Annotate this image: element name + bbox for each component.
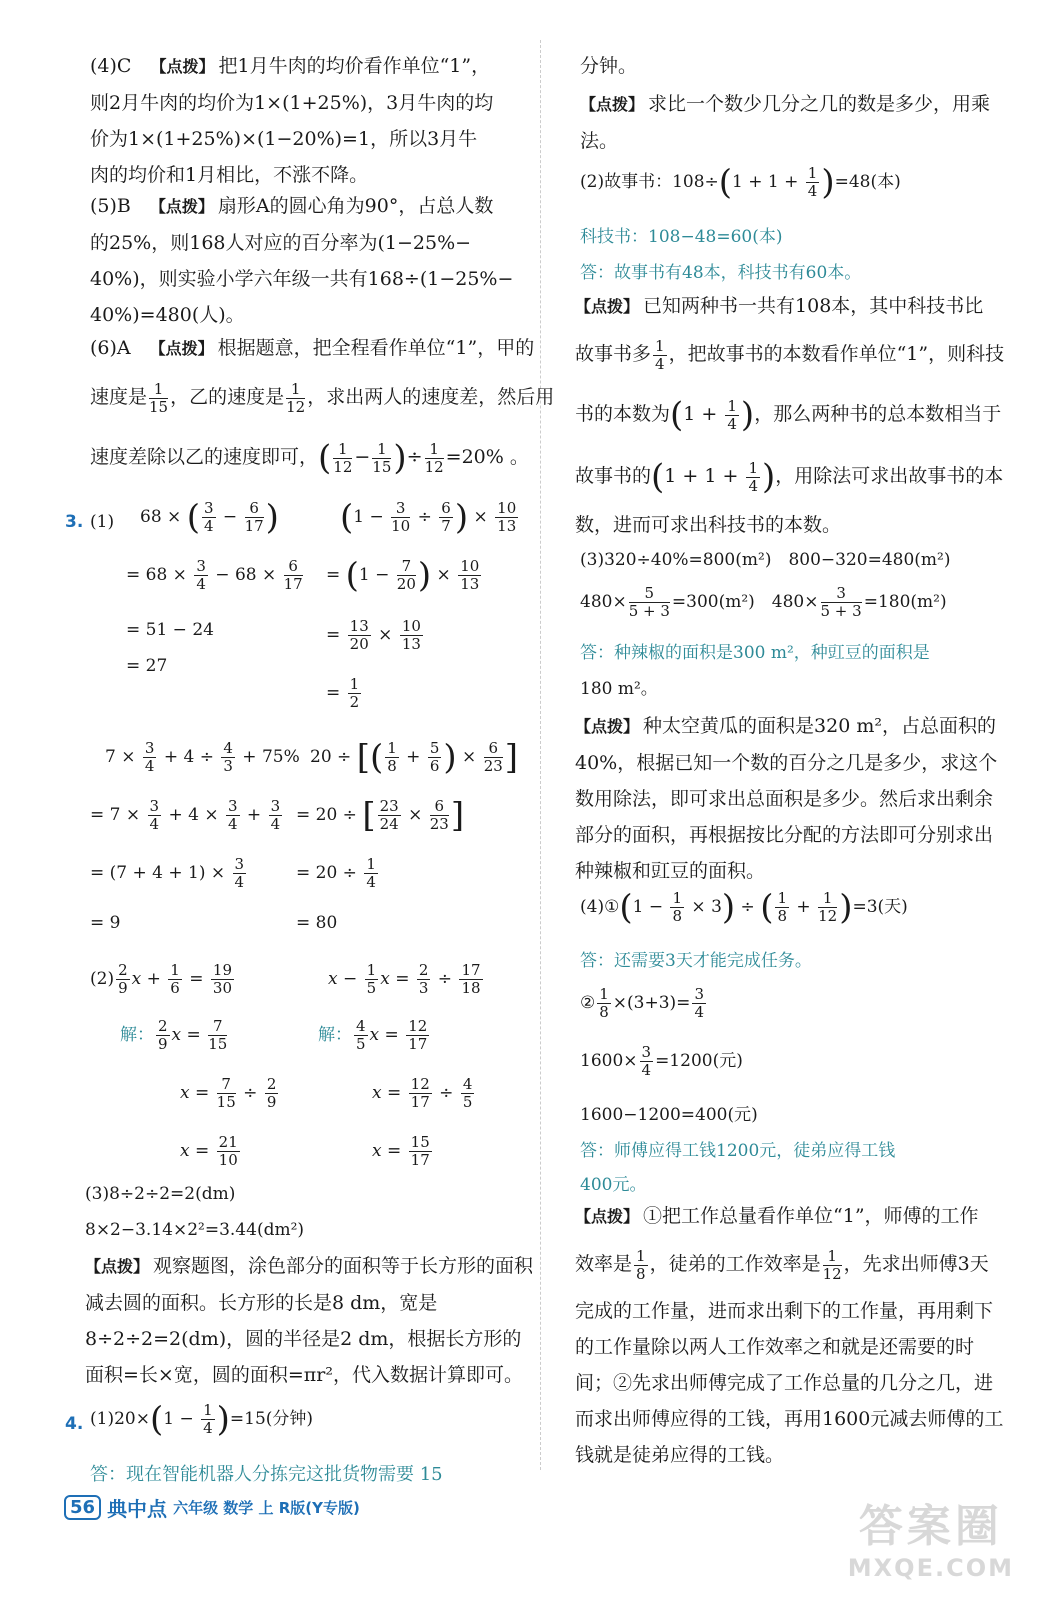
q3-part3 bbox=[85, 1176, 535, 1393]
answer-text: 答：师傅应得工钱1200元，徒弟应得工钱 bbox=[580, 1141, 896, 1161]
hint-label: 【点拨】 bbox=[575, 717, 640, 736]
text: ，求出两人的速度差，然后用 bbox=[307, 386, 555, 408]
answer-text: 答：现在智能机器人分拣完这批货物需要 15 bbox=[90, 1464, 443, 1485]
text: 40%)=480(人)。 bbox=[90, 304, 245, 326]
text: =300(m²) 480× bbox=[671, 592, 819, 612]
text: 观察题图，涂色部分的面积等于长方形的面积减去圆的面积。长方形的长是8 dm，宽是8÷2÷2=2(dm)，圆的半径是2 dm，根据长方形的面积=长×宽，圆的面积=πr²，代入数据计算即可。 bbox=[85, 1255, 534, 1386]
answer-text: 答：还需要3天才能完成任务。 bbox=[580, 951, 812, 971]
brand-logo: 典中点 bbox=[107, 1497, 168, 1521]
text: (3)8÷2÷2=2(dm) bbox=[85, 1184, 236, 1204]
answer-text: 180 m²。 bbox=[580, 679, 658, 699]
item-5 bbox=[90, 188, 530, 333]
text: 求比一个数少几分之几的数是多少，用乘法。 bbox=[580, 93, 991, 152]
text: 速度是 bbox=[90, 386, 148, 408]
text: ，徒弟的工作效率是 bbox=[649, 1253, 821, 1275]
text: =15(分钟) bbox=[229, 1409, 314, 1429]
text: 速度差除以乙的速度即可， bbox=[90, 446, 319, 468]
text: 价为1×(1+25%)×(1−20%)=1，所以3月牛 bbox=[90, 128, 478, 150]
fraction: $\frac{1}{12}$ bbox=[286, 379, 306, 416]
jie-label: 解： bbox=[120, 1025, 154, 1045]
text: (4)① bbox=[580, 897, 620, 917]
text: 故事书多 bbox=[575, 343, 652, 365]
item-4 bbox=[90, 48, 530, 193]
text: 数，进而可求出科技书的本数。 bbox=[575, 514, 842, 536]
text: 效率是 bbox=[575, 1253, 633, 1275]
text: ，先求出师傅3天 bbox=[843, 1253, 989, 1275]
text: 40%)，则实验小学六年级一共有168÷(1−25%− bbox=[90, 268, 514, 290]
book-title: 六年级 数学 上 R版(Y专版) bbox=[173, 1499, 360, 1517]
text: 已知两种书一共有108本，其中科技书比 bbox=[643, 295, 984, 317]
text: =20% 。 bbox=[445, 446, 529, 468]
fraction: $\frac{1}{15}$ bbox=[149, 379, 169, 416]
text: 1600−1200=400(元) bbox=[580, 1105, 758, 1125]
answer-text: 400元。 bbox=[580, 1175, 647, 1195]
text: (1)20× bbox=[90, 1409, 150, 1429]
sub-label: (1) bbox=[90, 512, 115, 532]
footer bbox=[64, 1493, 360, 1522]
hint-label: 【点拨】 bbox=[580, 95, 645, 114]
jie-label: 解： bbox=[318, 1025, 352, 1045]
hint-label: 【点拨】 bbox=[85, 1257, 150, 1276]
question-number: 3. bbox=[65, 512, 84, 532]
text: ×(3+3)= bbox=[612, 993, 691, 1013]
text: 种太空黄瓜的面积是320 m²，占总面积的40%，根据已知一个数的百分之几是多少，求这个数用除法，即可求出总面积是多少。然后求出剩余部分的面积，再根据按比分配的方法即可分别求出种辣椒和豇豆的面积。 bbox=[575, 715, 998, 882]
hint-label: 【点拨】 bbox=[149, 339, 214, 358]
hint-label: 【点拨】 bbox=[575, 1207, 640, 1226]
text: =1200(元) bbox=[655, 1051, 743, 1071]
text: 的25%，则168人对应的百分率为(1−25%− bbox=[90, 232, 472, 254]
answer-text: 答：种辣椒的面积是300 m²，种豇豆的面积是 bbox=[580, 643, 930, 663]
watermark-text: 答案圈 bbox=[858, 1501, 1003, 1552]
hint-4: 【点拨】 ①把工作总量看作单位“1”，师傅的工作 效率是 $\frac{1}{8}$ ，徒弟的工作效率是 $\frac{1}{12}$ ，先求出师傅3天 完成的工作量，进而求出剩下的工作量，再用剩下的工作量除以两人工作效率之和就是还需要的时间；②先求出师傅完成了工作总量的几分之几，进而求出师傅应得的工钱，再用1600元减去师傅的工钱就是徒弟应得的工钱。 bbox=[575, 1198, 1005, 1473]
text: ② bbox=[580, 993, 596, 1013]
text: 8×2−3.14×2²=3.44(dm²) bbox=[85, 1220, 305, 1240]
text: ，那么两种书的总本数相当于 bbox=[754, 403, 1002, 425]
text: 书的本数为 bbox=[575, 403, 671, 425]
text: (2)故事书：108÷ bbox=[580, 172, 719, 192]
text: =180(m²) bbox=[863, 592, 947, 612]
text: (3)320÷40%=800(m²) 800−320=480(m²) bbox=[580, 550, 951, 570]
column-divider bbox=[540, 40, 541, 1470]
text: 把1月牛肉的均价看作单位“1”， bbox=[218, 55, 491, 77]
item-label: (4)C bbox=[90, 55, 132, 77]
watermark-url: MXQE.COM bbox=[847, 1554, 1014, 1582]
hint-2: 【点拨】 已知两种书一共有108本，其中科技书比 故事书多 $\frac{1}{4}$ ，把故事书的本数看作单位“1”，则科技 书的本数为(1 + $\frac{1}{4}$ )，那么两种书的总本数相当于 故事书的(1 + 1 + $\frac{1}{4}$ )，用除法可求出故事书的本 数，进而可求出科技书的本数。 bbox=[575, 288, 1005, 543]
page-number: 56 bbox=[64, 1495, 101, 1520]
text: ，乙的速度是 bbox=[170, 386, 285, 408]
text: =48(本) bbox=[834, 172, 901, 192]
text: =3(天) bbox=[852, 897, 908, 917]
item-label: (6)A bbox=[90, 337, 131, 359]
text: ，把故事书的本数看作单位“1”，则科技 bbox=[668, 343, 1005, 365]
text: ，用除法可求出故事书的本 bbox=[775, 465, 1004, 487]
text: 根据题意，把全程看作单位“1”，甲的 bbox=[217, 337, 535, 359]
text: 则2月牛肉的均价为1×(1+25%)，3月牛肉的均 bbox=[90, 92, 494, 114]
hint-label: 【点拨】 bbox=[575, 297, 640, 316]
text: 扇形A的圆心角为90°，占总人数 bbox=[217, 195, 494, 217]
hint-label: 【点拨】 bbox=[149, 197, 214, 216]
text: 肉的均价和1月相比，不涨不降。 bbox=[90, 164, 369, 186]
hint-label: 【点拨】 bbox=[150, 57, 215, 76]
text: ①把工作总量看作单位“1”，师傅的工作 bbox=[643, 1205, 979, 1227]
item-6: (6)A 【点拨】 根据题意，把全程看作单位“1”，甲的 速度是 $\frac{1}{15}$ ，乙的速度是 $\frac{1}{12}$ ，求出两人的速度差，然后用 速度差除以乙的速度即可，( $\frac{1}{12}$ − $\frac{1}{15}$ )÷ $\frac{1}{12}$ =20% 。 bbox=[90, 330, 530, 487]
watermark bbox=[848, 1490, 1014, 1582]
text: 科技书：108−48=60(本) bbox=[580, 227, 783, 247]
text: 完成的工作量，进而求出剩下的工作量，再用剩下的工作量除以两人工作效率之和就是还需要的时间；②先求出师傅完成了工作总量的几分之几，进而求出师傅应得的工钱，再用1600元减去师傅的工钱就是徒弟应得的工钱。 bbox=[575, 1300, 1004, 1466]
answer-text: 答：故事书有48本，科技书有60本。 bbox=[580, 263, 862, 283]
item-label: (5)B bbox=[90, 195, 131, 217]
text: 480× bbox=[580, 592, 627, 612]
text: 分钟。 bbox=[580, 55, 638, 77]
sub-label: (2) bbox=[90, 969, 115, 989]
text: 1600× bbox=[580, 1051, 638, 1071]
question-number: 4. bbox=[65, 1414, 84, 1434]
text: 故事书的 bbox=[575, 465, 652, 487]
